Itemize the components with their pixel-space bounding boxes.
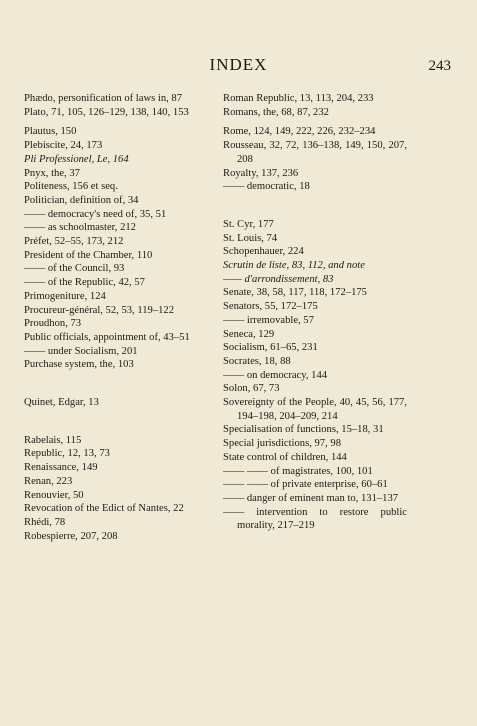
index-entry: Purchase system, the, 103: [24, 359, 134, 371]
index-entry: Renan, 223: [24, 475, 73, 487]
index-entry: Republic, 12, 13, 73: [24, 448, 110, 460]
page-title: INDEX: [209, 55, 268, 74]
index-entry: Sovereignty of the People, 40, 45, 56, 177, 194–198, 204–209, 214: [223, 397, 407, 422]
index-entry: Primogeniture, 124: [24, 290, 106, 302]
index-entry: Renaissance, 149: [24, 462, 98, 474]
index-entry: Roman Republic, 13, 113, 204, 233: [223, 93, 374, 104]
index-entry: Rousseau, 32, 72, 136–138, 149, 150, 207, 208: [223, 140, 407, 165]
index-entry: Specialisation of functions, 15–18, 31: [223, 424, 384, 436]
index-entry: Renouvier, 50: [24, 489, 84, 501]
index-entry: Quinet, Edgar, 13: [24, 397, 99, 409]
index-entry: Rabelais, 115: [24, 434, 82, 446]
index-entry: Politeness, 156 et seq.: [24, 181, 118, 193]
index-entry: Special jurisdictions, 97, 98: [223, 438, 341, 450]
index-entry: Phædo, personification of laws in, 87: [24, 93, 183, 104]
index-entry: Procureur-général, 52, 53, 119–122: [24, 304, 175, 316]
index-entry: Schopenhauer, 224: [223, 246, 304, 258]
index-entry: President of the Chamber, 110: [24, 249, 153, 261]
index-entry: Plato, 71, 105, 126–129, 138, 140, 153: [24, 106, 189, 118]
index-entry: [223, 273, 407, 287]
index-entry: Plebiscite, 24, 173: [24, 140, 103, 152]
index-entry: Public officials, appointment of, 43–51: [24, 331, 190, 343]
index-entry: Rhédi, 78: [24, 516, 66, 528]
index-entry: Politician, definition of, 34: [24, 194, 139, 206]
index-entry: —— irremovable, 57: [223, 314, 314, 326]
index-entry: St. Cyr, 177: [223, 218, 274, 230]
index-entry: Socialism, 61–65, 231: [223, 342, 318, 354]
index-entry: Solon, 67, 73: [223, 383, 280, 395]
index-entry: State control of children, 144: [223, 451, 347, 463]
index-entry: —— of the Council, 93: [24, 263, 125, 275]
index-entry: Proudhon, 73: [24, 318, 82, 330]
index-entry: Romans, the, 68, 87, 232: [223, 106, 329, 118]
index-entry: Seneca, 129: [223, 328, 275, 340]
index-entry: —— of the Republic, 42, 57: [24, 277, 145, 289]
index-entry-italic: Scrutin de liste, 83, 112, and note: [223, 260, 365, 272]
page-number: 243: [428, 58, 451, 74]
index-entry: —— as schoolmaster, 212: [24, 222, 136, 234]
index-entry: —— on democracy, 144: [223, 369, 328, 381]
index-entry: Robespierre, 207, 208: [24, 530, 118, 542]
index-entry-italic: —— d'arrondissement, 83: [223, 273, 334, 285]
index-entry: Senators, 55, 172–175: [223, 301, 318, 313]
index-entry: —— democracy's need of, 35, 51: [24, 208, 167, 220]
index-entry: —— intervention to restore public morality, 217–219: [223, 506, 407, 532]
index-entry: Socrates, 18, 88: [223, 355, 291, 367]
index-entry: [223, 259, 407, 273]
index-entry: —— —— of magistrates, 100, 101: [223, 465, 373, 477]
index-entry: —— democratic, 18: [223, 181, 310, 193]
index-entry: —— danger of eminent man to, 131–137: [223, 492, 399, 504]
index-entry: Rome, 124, 149, 222, 226, 232–234: [223, 126, 376, 138]
index-entry: Royalty, 137, 236: [223, 167, 299, 179]
index-column-right: [223, 92, 407, 533]
index-entry: Pnyx, the, 37: [24, 167, 80, 179]
index-entry: —— under Socialism, 201: [24, 345, 138, 357]
index-entry: Senate, 38, 58, 117, 118, 172–175: [223, 287, 367, 299]
index-entry: St. Louis, 74: [223, 232, 278, 244]
index-entry-italic: Pli Professionel, Le, 164: [24, 153, 129, 165]
index-entry: Revocation of the Edict of Nantes, 22: [24, 503, 184, 515]
index-entry: Préfet, 52–55, 173, 212: [24, 236, 124, 248]
index-entry: [24, 153, 208, 167]
index-entry: Plautus, 150: [24, 126, 77, 138]
index-entry: —— —— of private enterprise, 60–61: [223, 479, 388, 491]
index-column-left: [24, 92, 208, 543]
